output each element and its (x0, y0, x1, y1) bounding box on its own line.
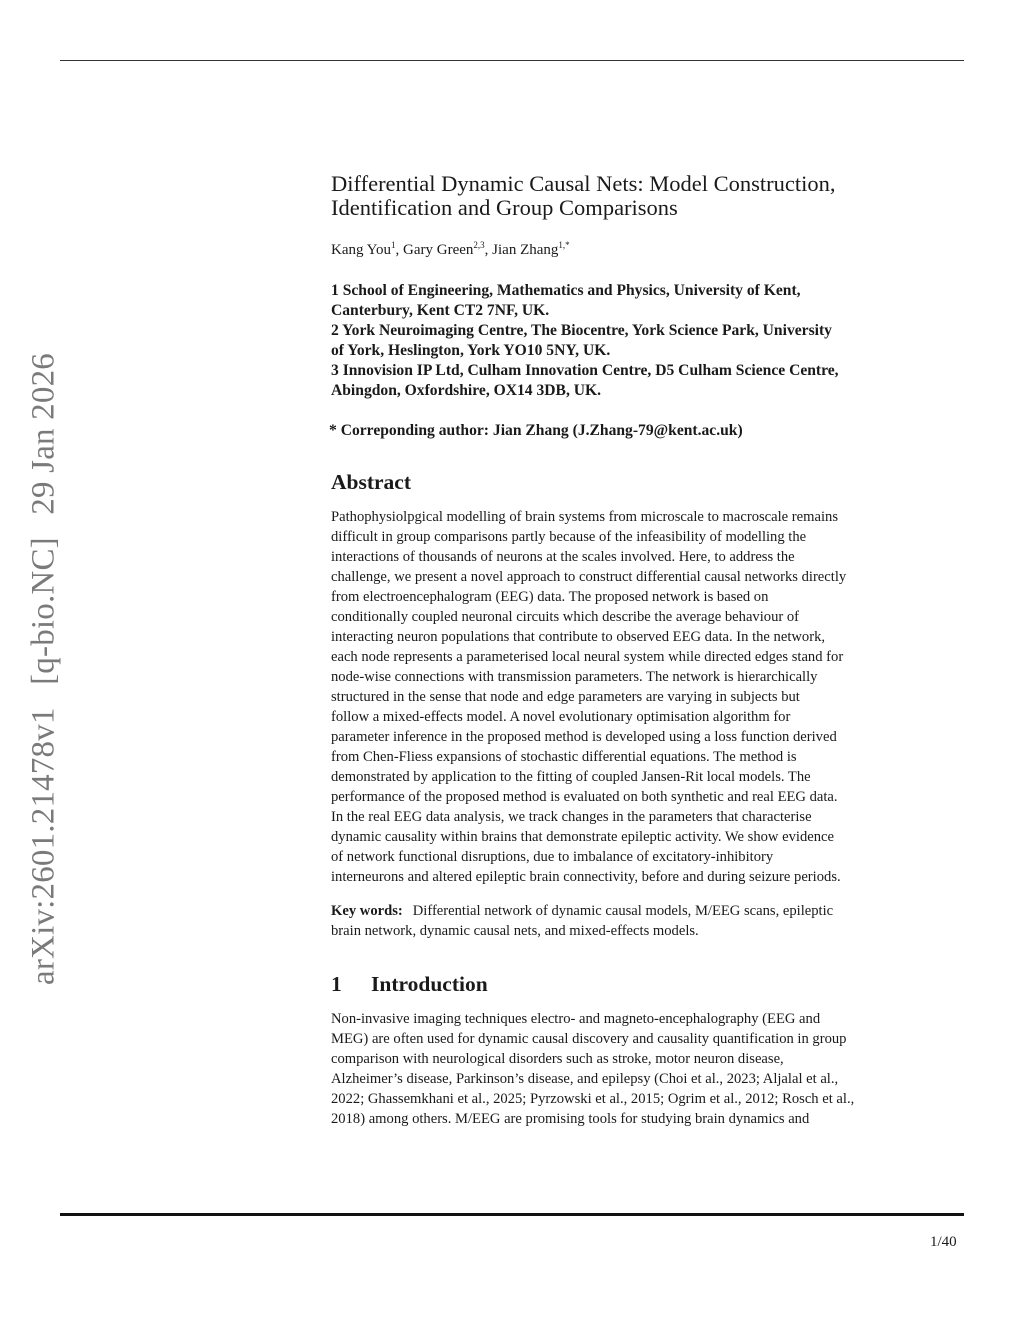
author-affiliation-mark: 1,* (558, 240, 570, 250)
abstract-line: dynamic causality within brains that demonstrate epileptic activity. We show evidence (331, 829, 834, 845)
affiliation-line: Canterbury, Kent CT2 7NF, UK. (331, 302, 550, 319)
arxiv-date: 29 Jan 2026 (25, 353, 62, 515)
intro-line: comparison with neurological disorders such as stroke, motor neuron disease, (331, 1051, 784, 1067)
keywords-label: Key words: (331, 903, 403, 919)
abstract-line: In the real EEG data analysis, we track changes in the parameters that characterise (331, 809, 812, 825)
abstract-line: from electroencephalogram (EEG) data. The proposed network is based on (331, 589, 769, 605)
author-name: Jian Zhang (492, 242, 559, 258)
paper-title (331, 172, 931, 220)
abstract-line: parameter inference in the proposed method is developed using a loss function derived (331, 729, 837, 745)
abstract-line: from Chen-Fliess expansions of stochastic differential equations. The method is (331, 749, 797, 765)
author-list (331, 240, 971, 260)
arxiv-id: arXiv:2601.21478v1 (25, 707, 62, 985)
intro-line: 2018) among others. M/EEG are promising tools for studying brain dynamics and (331, 1111, 810, 1127)
introduction-body (331, 1009, 971, 1129)
intro-line: Alzheimer’s disease, Parkinson’s disease, and epilepsy (Choi et al., 2023; Aljalal et al., (331, 1071, 839, 1087)
author-affiliation-mark: 1 (391, 240, 396, 250)
affiliation-line: 2 York Neuroimaging Centre, The Biocentre, York Science Park, University (331, 322, 832, 339)
abstract-body (331, 507, 971, 887)
section-title: Introduction (371, 972, 488, 996)
abstract-line: each node represents a parameterised local neural system while directed edges stand for (331, 649, 844, 665)
footer-rule (60, 1213, 964, 1216)
abstract-line: performance of the proposed method is evaluated on both synthetic and real EEG data. (331, 789, 838, 805)
affiliation-line: 3 Innovision IP Ltd, Culham Innovation Centre, D5 Culham Science Centre, (331, 362, 839, 379)
abstract-heading: Abstract (331, 470, 412, 494)
abstract-line: Pathophysiolpgical modelling of brain systems from microscale to macroscale remains (331, 509, 839, 525)
intro-line: MEG) are often used for dynamic causal discovery and causality quantification in group (331, 1031, 847, 1047)
intro-line: Non-invasive imaging techniques electro- and magneto-encephalography (EEG and (331, 1011, 821, 1027)
intro-line: 2022; Ghassemkhani et al., 2025; Pyrzowski et al., 2015; Ogrim et al., 2012; Rosch et al., (331, 1091, 855, 1107)
abstract-line: node-wise connections with transmission parameters. The network is hierarchically (331, 669, 818, 685)
author-affiliation-mark: 2,3 (473, 240, 485, 250)
abstract-line: challenge, we present a novel approach to construct differential causal networks directly (331, 569, 847, 585)
author-name: Kang You (331, 242, 392, 258)
abstract-line: interneurons and altered epileptic brain connectivity, before and during seizure periods. (331, 869, 841, 885)
header-rule (60, 60, 964, 61)
introduction-heading (331, 972, 971, 996)
title-line: Differential Dynamic Causal Nets: Model Construction, (331, 171, 836, 196)
arxiv-category: [q-bio.NC] (25, 537, 62, 685)
keywords-text: brain network, dynamic causal nets, and mixed-effects models. (331, 923, 699, 939)
keywords-text: Differential network of dynamic causal models, M/EEG scans, epileptic (412, 903, 834, 919)
abstract-line: conditionally coupled neuronal circuits which describe the average behaviour of (331, 609, 800, 625)
affiliation-line: of York, Heslington, York YO10 5NY, UK. (331, 342, 611, 359)
author-separator: , (395, 242, 404, 258)
paper-first-page (331, 172, 971, 1129)
page-number: 1/40 (930, 1234, 957, 1250)
corresponding-author: * Correponding author: Jian Zhang (J.Zhang-79@kent.ac.uk) (329, 422, 743, 439)
abstract-line: structured in the sense that node and edge parameters are varying in subjects but (331, 689, 800, 705)
section-number: 1 (331, 972, 342, 996)
affiliations (331, 281, 971, 401)
affiliation-line: 1 School of Engineering, Mathematics and Physics, University of Kent, (331, 282, 801, 299)
arxiv-stamp (26, 339, 63, 985)
author-name: Gary Green (403, 242, 474, 258)
keywords (331, 901, 971, 941)
abstract-line: interactions of thousands of neurons at the scales involved. Here, to address the (331, 549, 795, 565)
abstract-line: interacting neuron populations that contribute to observed EEG data. In the network, (331, 629, 826, 645)
abstract-line: difficult in group comparisons partly because of the infeasibility of modelling the (331, 529, 807, 545)
affiliation-line: Abingdon, Oxfordshire, OX14 3DB, UK. (331, 382, 602, 399)
abstract-line: of network functional disruptions, due to imbalance of excitatory-inhibitory (331, 849, 774, 865)
abstract-line: demonstrated by application to the fitting of coupled Jansen-Rit local models. The (331, 769, 811, 785)
author-separator: , (484, 242, 493, 258)
title-line: Identification and Group Comparisons (331, 195, 678, 220)
abstract-line: follow a mixed-effects model. A novel evolutionary optimisation algorithm for (331, 709, 791, 725)
